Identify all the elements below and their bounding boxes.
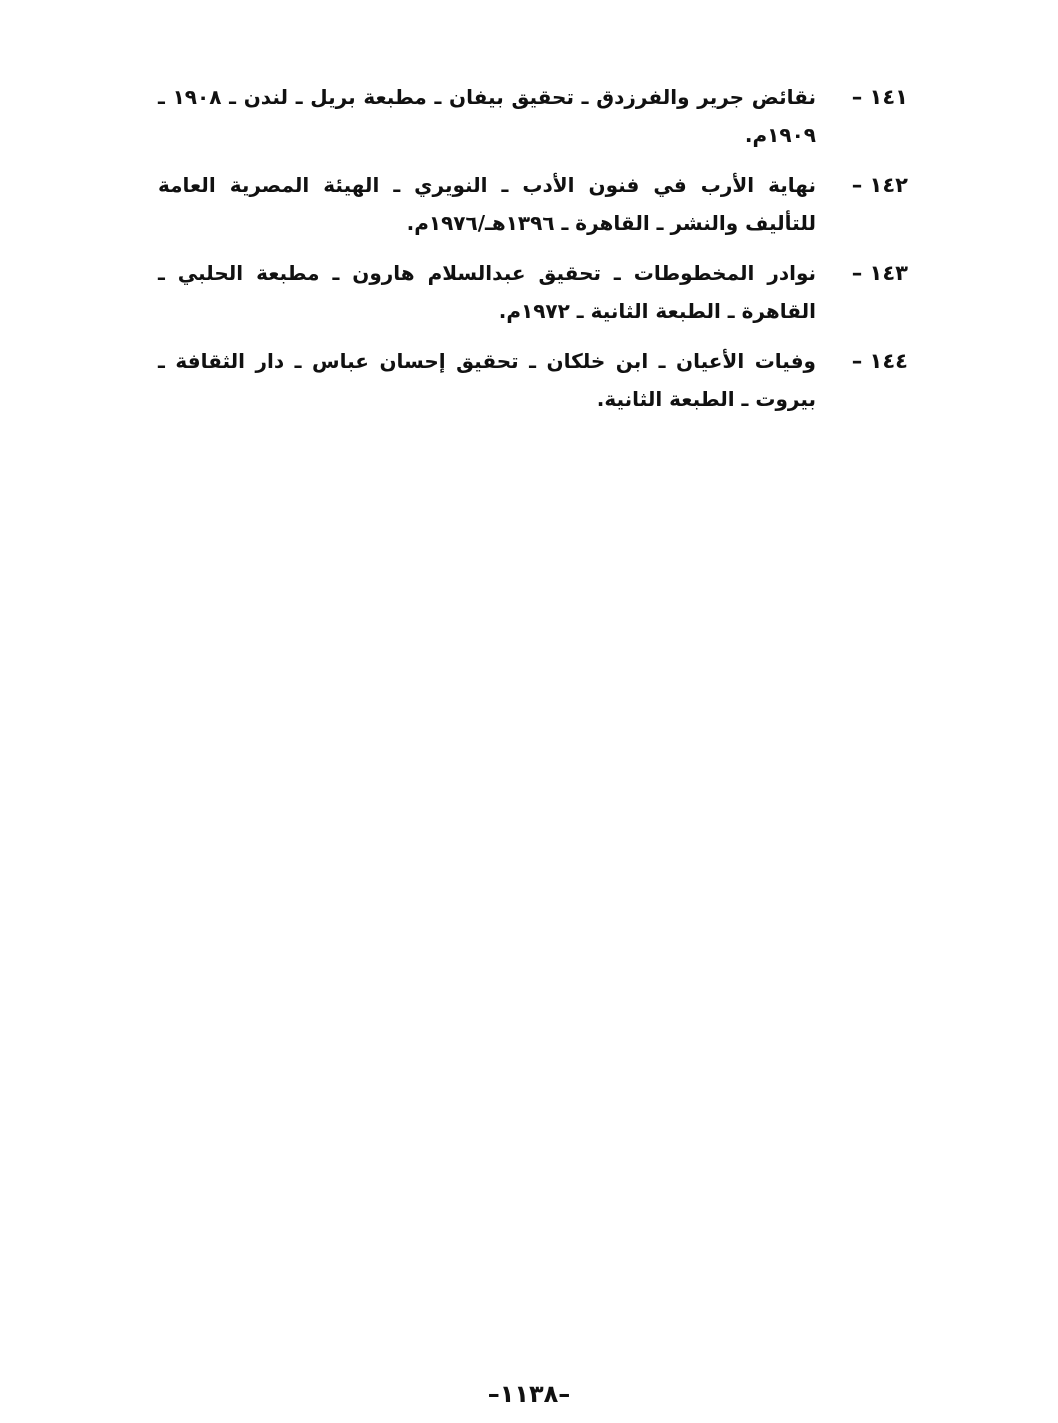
reference-item [158,254,908,330]
reference-number: ١٤٢ – [851,173,908,197]
reference-text: نهاية الأرب في فنون الأدب ـ النويري ـ الهيئة المصرية العامة للتأليف والنشر ـ القاهرة ـ ١٣٩٦هـ/١٩٧٦م. [158,173,816,235]
reference-text: وفيات الأعيان ـ ابن خلكان ـ تحقيق إحسان عباس ـ دار الثقافة ـ بيروت ـ الطبعة الثانية. [158,349,816,411]
reference-number: ١٤١ – [851,85,908,109]
references-list [158,78,908,430]
reference-item [158,78,908,154]
page-number: –١١٣٨– [487,1380,571,1408]
reference-text: نقائض جرير والفرزدق ـ تحقيق بيفان ـ مطبعة بريل ـ لندن ـ ١٩٠٨ ـ ١٩٠٩م. [158,85,816,147]
reference-item [158,166,908,242]
reference-item [158,342,908,418]
reference-number: ١٤٤ – [851,349,908,373]
reference-text: نوادر المخطوطات ـ تحقيق عبدالسلام هارون ـ مطبعة الحلبي ـ القاهرة ـ الطبعة الثانية ـ ١٩٧٢م. [158,261,816,323]
reference-number: ١٤٣ – [851,261,908,285]
